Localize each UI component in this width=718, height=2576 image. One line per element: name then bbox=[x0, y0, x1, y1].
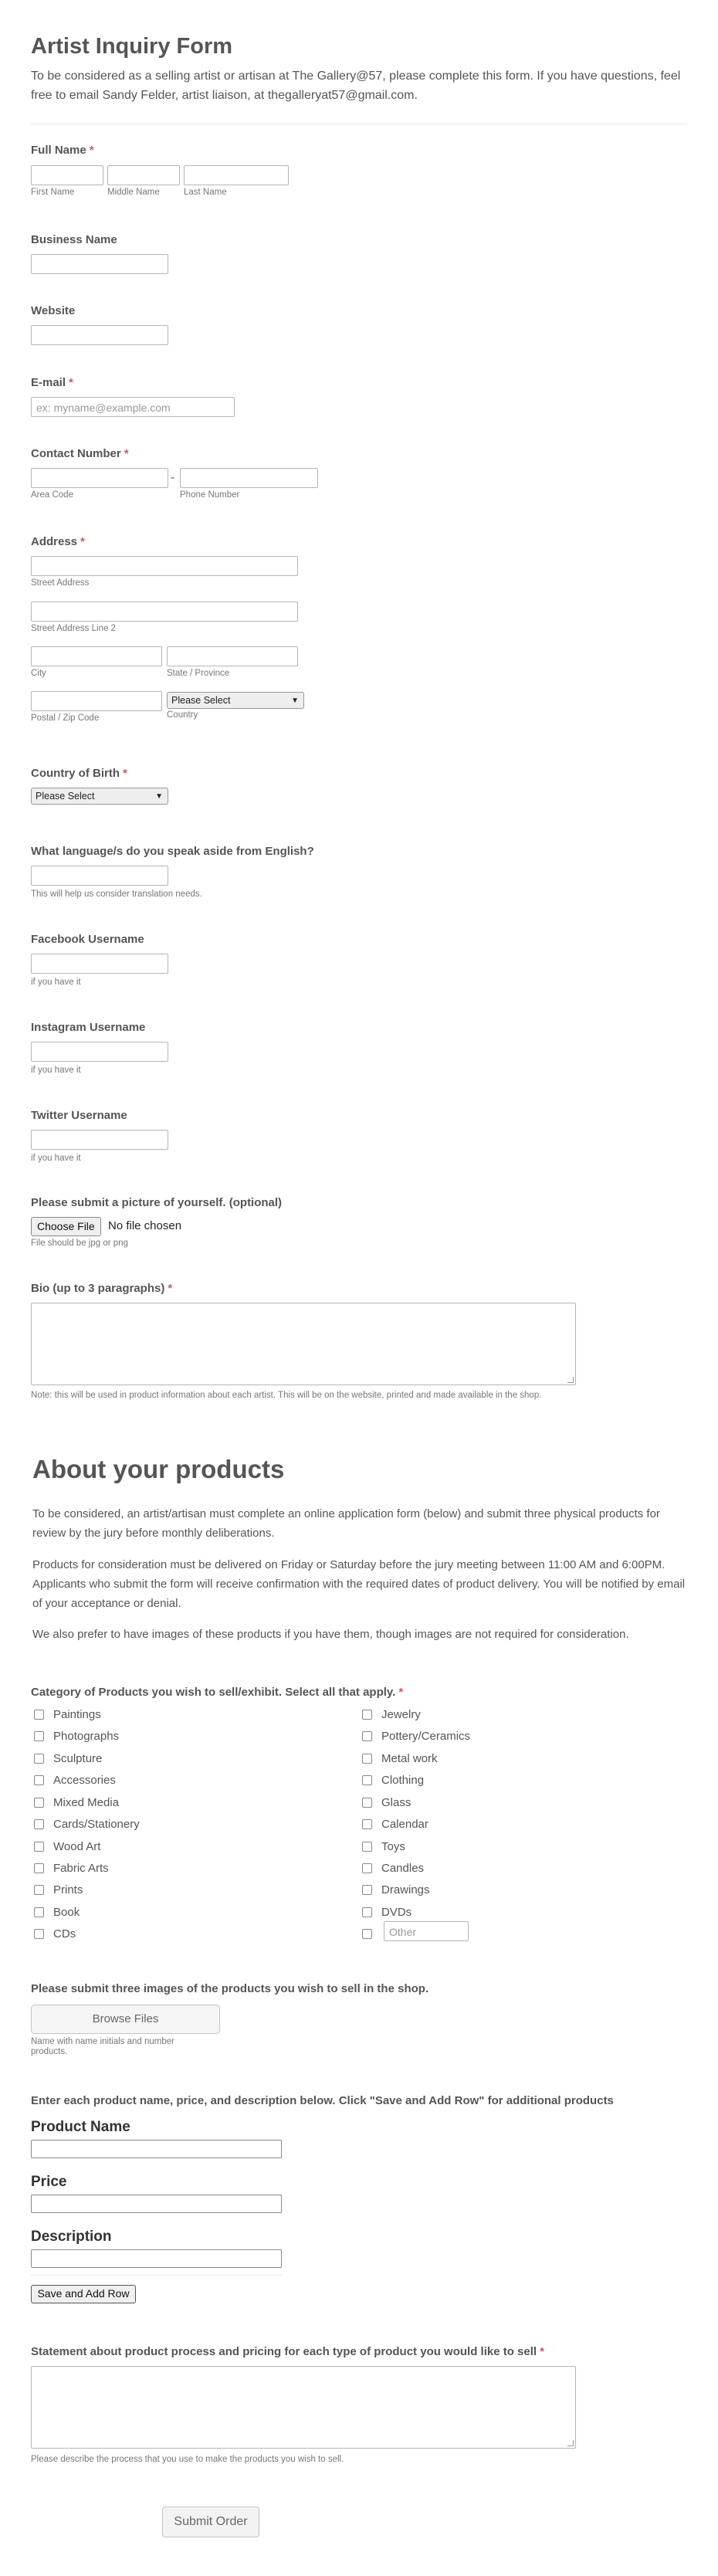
category-option[interactable] bbox=[34, 1840, 100, 1856]
picture-sublabel: File should be jpg or png bbox=[31, 1239, 128, 1248]
checkbox[interactable] bbox=[34, 1907, 44, 1917]
checkbox[interactable] bbox=[362, 1754, 372, 1764]
checkbox[interactable] bbox=[362, 1731, 372, 1741]
statement-label: Statement about product process and pricing for each type of product you would like to sell * bbox=[31, 2345, 544, 2358]
category-option[interactable] bbox=[362, 1796, 411, 1812]
category-option-label: Photographs bbox=[53, 1730, 120, 1743]
category-option-label: Candles bbox=[381, 1862, 425, 1875]
category-option[interactable] bbox=[34, 1752, 102, 1768]
postal-code-sublabel: Postal / Zip Code bbox=[31, 713, 100, 723]
category-option-label: Metal work bbox=[381, 1752, 438, 1765]
checkbox[interactable] bbox=[362, 1929, 372, 1939]
category-option[interactable] bbox=[362, 1840, 405, 1856]
products-paragraph-2: Products for consideration must be delivered on Friday or Saturday before the jury meeting between 11:00 AM and 6:00PM. Applicants who submit the form will receive confirmation with the required dates of product delivery. You will be notified by email of your acceptance or denial. bbox=[32, 1558, 686, 1610]
category-option[interactable] bbox=[362, 1708, 421, 1724]
website-input[interactable] bbox=[31, 325, 168, 345]
country-of-birth-select[interactable] bbox=[31, 788, 168, 805]
checkbox[interactable] bbox=[34, 1842, 44, 1852]
submit-button[interactable]: Submit Order bbox=[162, 2507, 259, 2537]
products-paragraph-1: To be considered, an artist/artisan must complete an online application form (below) and submit three physical products for review by the jury before monthly deliberations. bbox=[32, 1507, 660, 1540]
category-option-label: Calendar bbox=[381, 1818, 428, 1831]
required-mark: * bbox=[398, 1686, 404, 1699]
category-option[interactable] bbox=[362, 1774, 424, 1789]
street-address-input[interactable] bbox=[31, 556, 298, 576]
save-and-add-row-button[interactable]: Save and Add Row bbox=[31, 2285, 136, 2303]
languages-sublabel: This will help us consider translation needs. bbox=[31, 890, 202, 899]
other-option[interactable] bbox=[362, 1928, 381, 1942]
category-option-label: Clothing bbox=[381, 1774, 425, 1787]
checkbox[interactable] bbox=[362, 1885, 372, 1895]
street-address-2-input[interactable] bbox=[31, 602, 298, 622]
product-name-input[interactable] bbox=[31, 2140, 282, 2158]
description-input[interactable] bbox=[31, 2249, 282, 2268]
category-option-label: Drawings bbox=[381, 1883, 430, 1896]
phone-number-sublabel: Phone Number bbox=[180, 490, 240, 500]
statement-textarea[interactable] bbox=[31, 2366, 576, 2449]
products-paragraph-3: We also prefer to have images of these products if you have them, though images are not required for consideration. bbox=[32, 1628, 629, 1641]
category-option-label: Toys bbox=[381, 1840, 405, 1853]
category-option-label: Pottery/Ceramics bbox=[381, 1730, 471, 1743]
checkbox[interactable] bbox=[34, 1754, 44, 1764]
checkbox[interactable] bbox=[34, 1731, 44, 1741]
category-option[interactable] bbox=[362, 1862, 424, 1877]
instagram-input[interactable] bbox=[31, 1042, 168, 1062]
chevron-down-icon: ▼ bbox=[291, 697, 299, 705]
other-input[interactable]: Other bbox=[384, 1921, 469, 1941]
category-option-label: Prints bbox=[53, 1883, 83, 1896]
business-name-input[interactable] bbox=[31, 254, 168, 274]
checkbox[interactable] bbox=[34, 1710, 44, 1720]
postal-code-input[interactable] bbox=[31, 691, 162, 711]
products-section-title: About your products bbox=[32, 1455, 285, 1483]
price-input[interactable] bbox=[31, 2195, 282, 2213]
required-mark: * bbox=[69, 376, 73, 389]
bio-label: Bio (up to 3 paragraphs) * bbox=[31, 1282, 173, 1295]
statement-sublabel: Please describe the process that you use to make the products you wish to sell. bbox=[31, 2455, 344, 2464]
browse-files-button[interactable]: Browse Files bbox=[31, 2005, 220, 2034]
category-option[interactable] bbox=[34, 1730, 119, 1745]
category-option-label: Cards/Stationery bbox=[53, 1818, 140, 1831]
country-of-birth-label: Country of Birth * bbox=[31, 767, 127, 780]
required-mark: * bbox=[168, 1282, 173, 1295]
checkbox[interactable] bbox=[362, 1775, 372, 1785]
state-sublabel: State / Province bbox=[167, 669, 230, 678]
category-option[interactable] bbox=[34, 1708, 101, 1724]
twitter-input[interactable] bbox=[31, 1130, 168, 1150]
picture-label: Please submit a picture of yourself. (optional) bbox=[31, 1196, 283, 1209]
category-option[interactable] bbox=[362, 1730, 470, 1745]
last-name-sublabel: Last Name bbox=[184, 188, 227, 197]
checkbox[interactable] bbox=[362, 1710, 372, 1720]
category-option-label: Jewelry bbox=[381, 1708, 421, 1721]
country-select-value: Please Select bbox=[171, 695, 231, 706]
category-label: Category of Products you wish to sell/exhibit. Select all that apply. * bbox=[31, 1686, 404, 1699]
product-name-label: Product Name bbox=[31, 2119, 130, 2135]
street-address-2-sublabel: Street Address Line 2 bbox=[31, 624, 116, 633]
category-option-label: Paintings bbox=[53, 1708, 101, 1721]
category-option[interactable] bbox=[362, 1883, 430, 1899]
description-label: Description bbox=[31, 2229, 112, 2245]
resize-handle-icon[interactable] bbox=[567, 2440, 574, 2446]
business-name-label: Business Name bbox=[31, 233, 117, 246]
country-select[interactable] bbox=[167, 692, 304, 709]
required-mark: * bbox=[122, 767, 127, 780]
facebook-sublabel: if you have it bbox=[31, 978, 81, 987]
contact-number-label: Contact Number * bbox=[31, 447, 129, 460]
state-input[interactable] bbox=[167, 646, 298, 666]
checkbox[interactable] bbox=[34, 1929, 44, 1939]
checkbox[interactable] bbox=[34, 1798, 44, 1808]
bio-textarea[interactable] bbox=[31, 1303, 576, 1385]
checkbox[interactable] bbox=[362, 1798, 372, 1808]
category-option[interactable] bbox=[34, 1906, 80, 1921]
required-mark: * bbox=[89, 144, 94, 157]
category-option-label: DVDs bbox=[381, 1906, 412, 1919]
category-option-label: Accessories bbox=[53, 1774, 116, 1787]
city-sublabel: City bbox=[31, 669, 46, 678]
area-code-sublabel: Area Code bbox=[31, 490, 73, 500]
product-images-sublabel: Name with name initials and number products. bbox=[31, 2037, 175, 2056]
file-status-text: No file chosen bbox=[108, 1219, 182, 1232]
category-option-label: Glass bbox=[381, 1796, 411, 1809]
facebook-label: Facebook Username bbox=[31, 933, 144, 946]
form-intro: To be considered as a selling artist or artisan at The Gallery@57, please complete this form. If you have questions, feel free to email Sandy Felder, artist liaison, at thegalleryat57@gmail.com. bbox=[31, 69, 681, 102]
last-name-input[interactable] bbox=[184, 165, 289, 185]
category-option[interactable] bbox=[34, 1774, 116, 1789]
email-input[interactable]: ex: myname@example.com bbox=[31, 397, 235, 417]
category-option-label: Sculpture bbox=[53, 1752, 103, 1765]
price-label: Price bbox=[31, 2174, 67, 2190]
twitter-sublabel: if you have it bbox=[31, 1154, 81, 1163]
country-of-birth-value: Please Select bbox=[36, 791, 95, 802]
street-address-sublabel: Street Address bbox=[31, 578, 90, 588]
category-option-label: Book bbox=[53, 1906, 80, 1919]
chevron-down-icon: ▼ bbox=[155, 792, 163, 801]
checkbox[interactable] bbox=[362, 1863, 372, 1873]
category-option-label: Wood Art bbox=[53, 1840, 101, 1853]
category-option[interactable] bbox=[362, 1752, 438, 1768]
category-option-label: Fabric Arts bbox=[53, 1862, 109, 1875]
first-name-input[interactable] bbox=[31, 165, 103, 185]
instagram-label: Instagram Username bbox=[31, 1021, 146, 1034]
first-name-sublabel: First Name bbox=[31, 188, 75, 197]
email-label: E-mail * bbox=[31, 376, 73, 389]
resize-handle-icon[interactable] bbox=[567, 1377, 574, 1383]
checkbox[interactable] bbox=[34, 1775, 44, 1785]
category-option[interactable] bbox=[34, 1818, 140, 1833]
languages-input[interactable] bbox=[31, 866, 168, 886]
category-option[interactable] bbox=[34, 1927, 76, 1943]
area-code-input[interactable] bbox=[31, 468, 168, 488]
city-input[interactable] bbox=[31, 646, 162, 666]
bio-sublabel: Note: this will be used in product information about each artist. This will be on the website, printed and made available in the shop. bbox=[31, 1391, 542, 1400]
website-label: Website bbox=[31, 304, 76, 317]
category-option[interactable] bbox=[34, 1862, 109, 1877]
middle-name-input[interactable] bbox=[107, 165, 180, 185]
checkbox[interactable] bbox=[34, 1819, 44, 1829]
full-name-label: Full Name * bbox=[31, 144, 94, 157]
form-title: Artist Inquiry Form bbox=[31, 34, 233, 59]
instagram-sublabel: if you have it bbox=[31, 1066, 81, 1075]
languages-label: What language/s do you speak aside from English? bbox=[31, 845, 314, 858]
checkbox[interactable] bbox=[362, 1842, 372, 1852]
checkbox[interactable] bbox=[34, 1885, 44, 1895]
facebook-input[interactable] bbox=[31, 954, 168, 974]
category-option[interactable] bbox=[362, 1906, 411, 1921]
required-mark: * bbox=[124, 447, 129, 460]
middle-name-sublabel: Middle Name bbox=[107, 188, 160, 197]
category-option[interactable] bbox=[34, 1796, 119, 1812]
country-sublabel: Country bbox=[167, 710, 198, 720]
phone-separator: - bbox=[171, 471, 174, 484]
required-mark: * bbox=[540, 2345, 544, 2358]
address-label: Address * bbox=[31, 535, 85, 548]
product-table-label: Enter each product name, price, and description below. Click "Save and Add Row" for additional products bbox=[31, 2094, 614, 2107]
choose-file-button[interactable]: Choose File bbox=[31, 1217, 101, 1236]
twitter-label: Twitter Username bbox=[31, 1109, 127, 1122]
category-option[interactable] bbox=[34, 1883, 83, 1899]
phone-number-input[interactable] bbox=[180, 468, 318, 488]
category-option-label: Mixed Media bbox=[53, 1796, 120, 1809]
checkbox[interactable] bbox=[34, 1863, 44, 1873]
required-mark: * bbox=[80, 535, 85, 548]
category-option[interactable] bbox=[362, 1818, 428, 1833]
checkbox[interactable] bbox=[362, 1907, 372, 1917]
checkbox[interactable] bbox=[362, 1819, 372, 1829]
category-option-label: CDs bbox=[53, 1927, 76, 1940]
divider bbox=[31, 2275, 282, 2276]
product-images-label: Please submit three images of the products you wish to sell in the shop. bbox=[31, 1982, 429, 1995]
